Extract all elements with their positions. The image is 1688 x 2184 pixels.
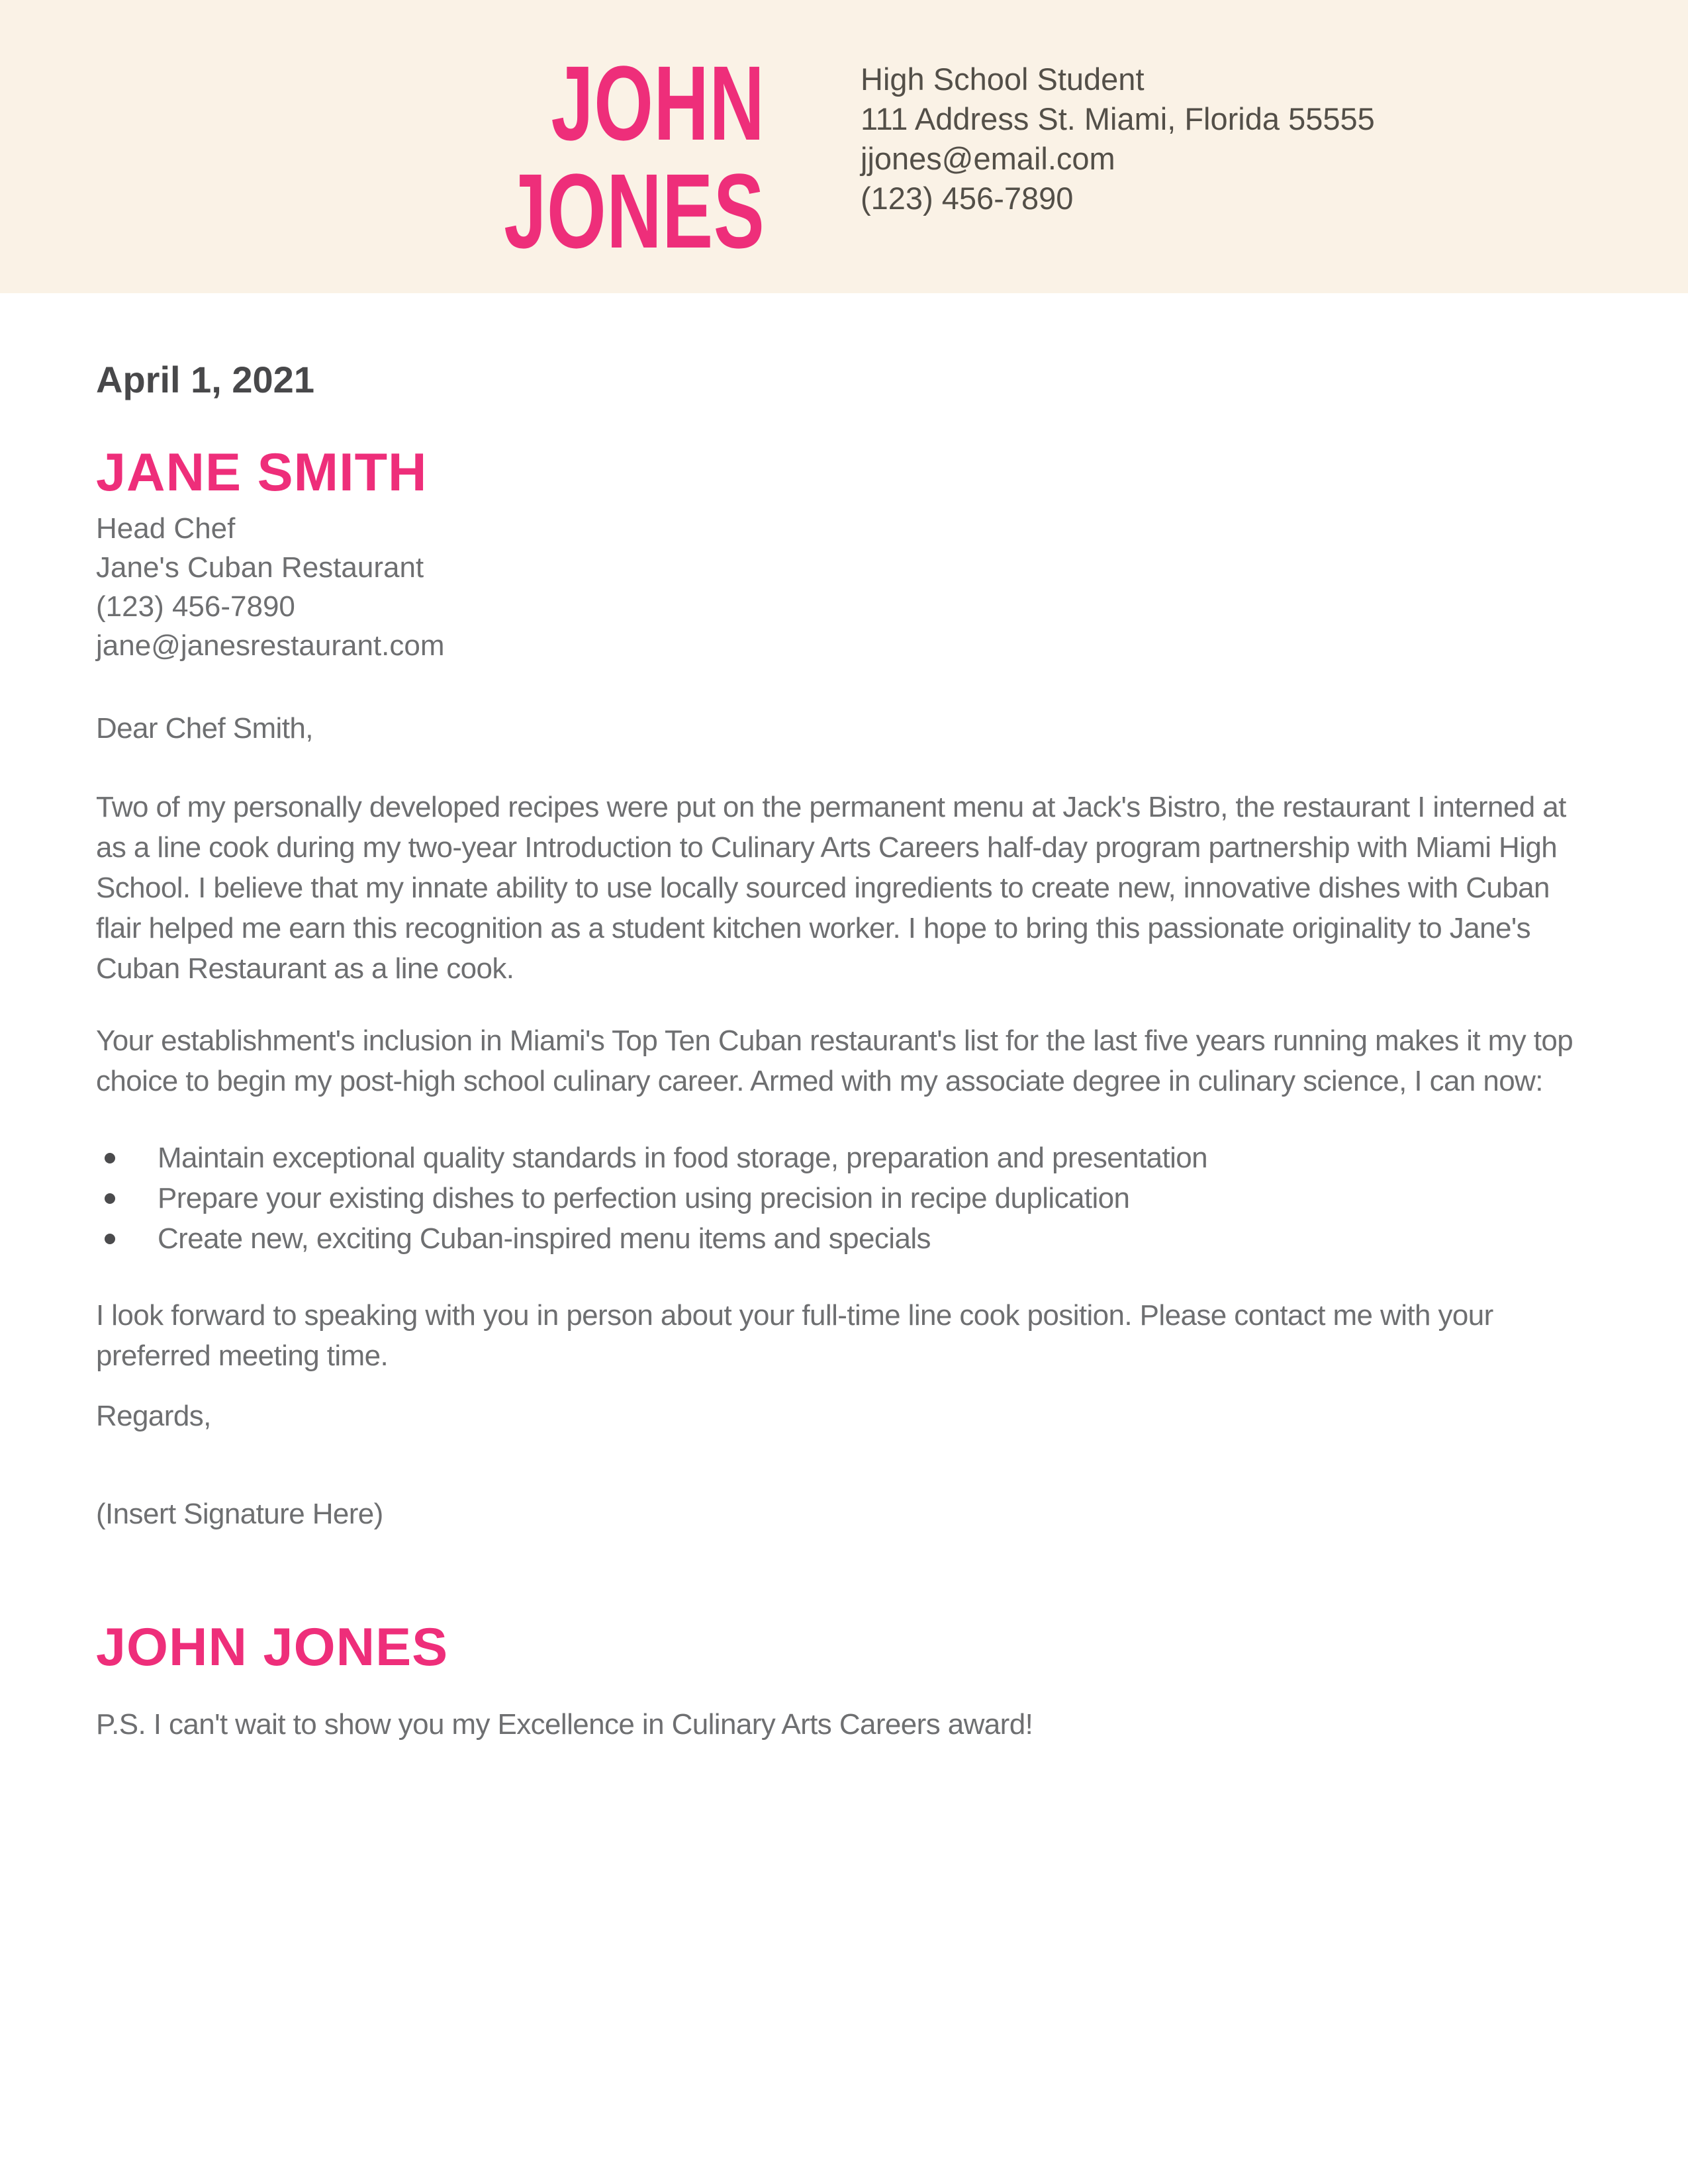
recipient-phone: (123) 456-7890 [96, 590, 295, 623]
header-band [0, 0, 1688, 293]
recipient-contact-block [96, 509, 1592, 665]
recipient-email: jane@janesrestaurant.com [96, 629, 445, 662]
list-item-text: Prepare your existing dishes to perfection using precision in recipe duplication [158, 1182, 1130, 1214]
bullet-icon [105, 1234, 115, 1244]
bullet-icon [105, 1193, 115, 1204]
signature-name: JOHN JONES [96, 1617, 449, 1677]
closing-paragraph: I look forward to speaking with you in person about your full-time line cook position. Please contact me with your preferred meeting time. [96, 1299, 1493, 1372]
recipient-title: Head Chef [96, 512, 236, 545]
salutation: Dear Chef Smith, [96, 712, 313, 745]
qualifications-list [96, 1138, 1592, 1259]
list-item-text: Create new, exciting Cuban-inspired menu items and specials [158, 1222, 931, 1255]
list-item [96, 1218, 1592, 1259]
applicant-name-title [503, 44, 765, 270]
applicant-phone: (123) 456-7890 [861, 181, 1074, 216]
postscript: P.S. I can't wait to show you my Excellence in Culinary Arts Careers award! [96, 1708, 1033, 1741]
valediction: Regards, [96, 1400, 211, 1432]
recipient-company: Jane's Cuban Restaurant [96, 551, 424, 584]
applicant-last-name: JONES [503, 152, 765, 270]
letter-body [0, 293, 1688, 1745]
list-item [96, 1178, 1592, 1218]
bullet-icon [105, 1153, 115, 1163]
recipient-name: JANE SMITH [96, 443, 428, 502]
paragraph-1: Two of my personally developed recipes were put on the permanent menu at Jack's Bistro, the restaurant I interned at as a line cook during my two-year Introduction to Culinary Arts Careers half-day program partnership with Miami High School. I believe that my innate ability to use locally sourced ingredients to create new, innovative dishes with Cuban flair helped me earn this recognition as a student kitchen worker. I hope to bring this passionate originality to Jane's Cuban Restaurant as a line cook. [96, 791, 1566, 985]
letter-date: April 1, 2021 [96, 359, 314, 400]
applicant-first-name: JOHN [551, 44, 765, 162]
list-item-text: Maintain exceptional quality standards in food storage, preparation and presentation [158, 1142, 1208, 1174]
paragraph-2: Your establishment's inclusion in Miami's Top Ten Cuban restaurant's list for the last five years running makes it my top choice to begin my post-high school culinary career. Armed with my associate degree in culinary science, I can now: [96, 1024, 1573, 1097]
signature-placeholder: (Insert Signature Here) [96, 1498, 383, 1530]
applicant-contact-block [861, 60, 1375, 218]
list-item [96, 1138, 1592, 1178]
applicant-address: 111 Address St. Miami, Florida 55555 [861, 101, 1375, 136]
applicant-role: High School Student [861, 62, 1145, 97]
applicant-email: jjones@email.com [861, 141, 1115, 176]
